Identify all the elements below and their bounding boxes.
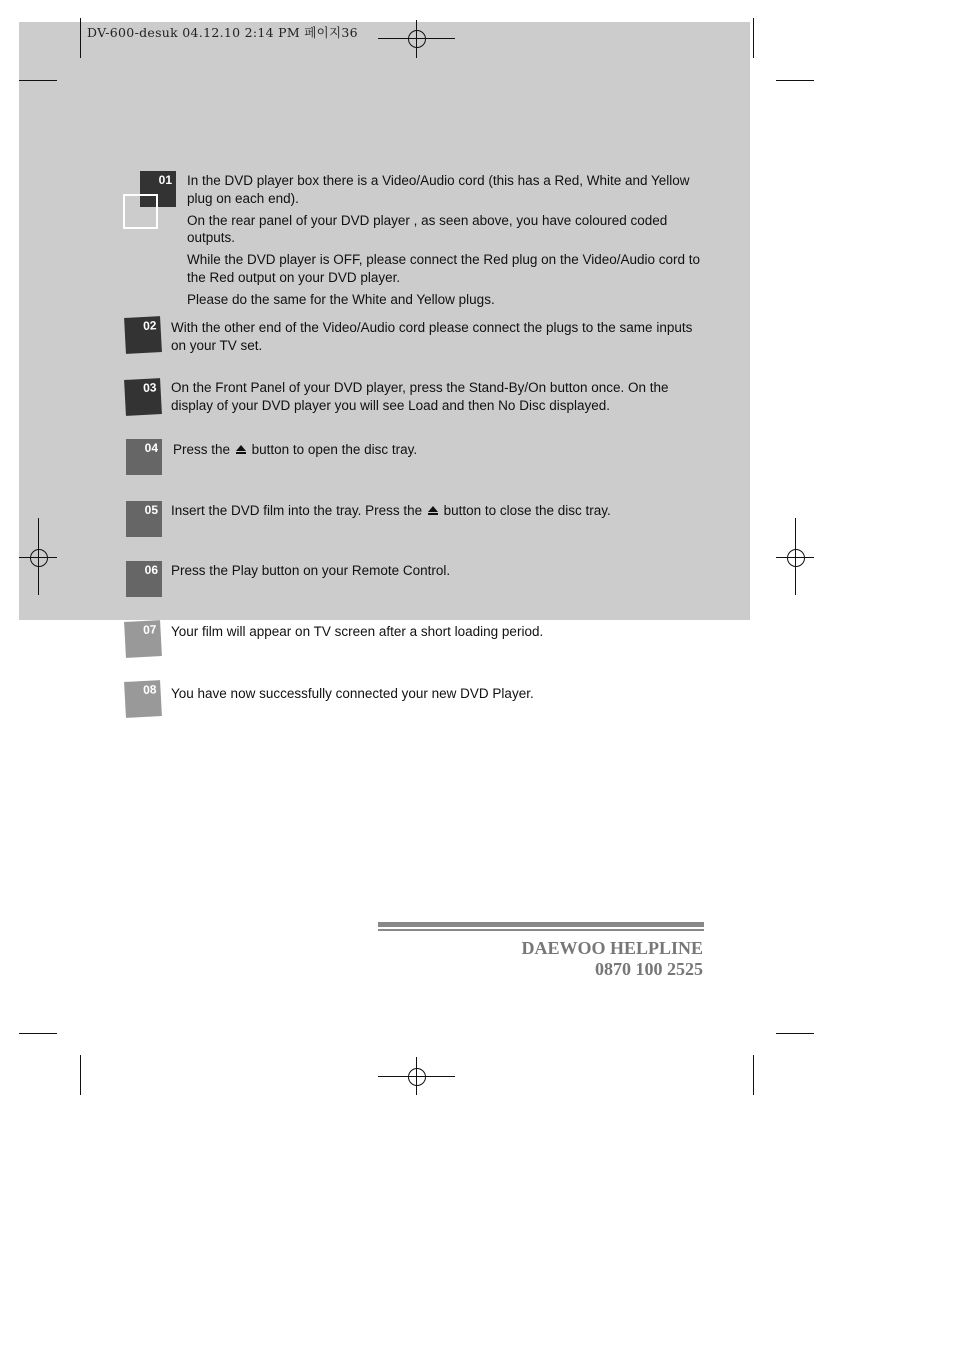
crop-mark-top-right-horizontal (776, 80, 814, 81)
step-04-text-before: Press the (173, 442, 231, 457)
step-01-paragraph: While the DVD player is OFF, please connect the Red plug on the Video/Audio cord to the Red output on your DVD player. (187, 252, 701, 285)
crop-mark-bottom-right-horizontal (776, 1033, 814, 1034)
step-05-text-after: button to close the disc tray. (443, 503, 611, 518)
step-01-paragraph: In the DVD player box there is a Video/Audio cord (this has a Red, White and Yellow plug on each end). (187, 173, 690, 206)
crop-mark-top-left-horizontal (19, 80, 57, 81)
step-number-badge-06: 06 (126, 561, 162, 597)
step-number-badge-02: 02 (124, 316, 162, 354)
helpline-number: 0870 100 2525 (595, 959, 703, 979)
step-01-text (187, 172, 707, 313)
crop-mark-top-right-vertical (753, 18, 754, 58)
helpline-title: DAEWOO HELPLINE (521, 938, 703, 958)
step-05-text (171, 502, 711, 520)
step-number-badge-04: 04 (126, 439, 162, 475)
eject-icon (236, 445, 246, 455)
step-04-text (173, 441, 713, 459)
crop-mark-top-left-vertical (80, 18, 81, 58)
step-01-outline-square (123, 194, 158, 229)
step-04-text-after: button to open the disc tray. (251, 442, 418, 457)
crop-mark-bottom-left-horizontal (19, 1033, 57, 1034)
step-07-text: Your film will appear on TV screen after a short loading period. (171, 624, 544, 639)
step-number-badge-07: 07 (124, 620, 162, 658)
eject-icon (428, 506, 438, 516)
print-slug: DV-600-desuk 04.12.10 2:14 PM 페이지36 (87, 25, 358, 40)
step-05-text-before: Insert the DVD film into the tray. Press the (171, 503, 423, 518)
step-06-text: Press the Play button on your Remote Control. (171, 563, 451, 578)
step-number-badge-01: 01 (140, 171, 176, 207)
helpline-block (521, 938, 703, 980)
step-number-badge-08: 08 (124, 680, 162, 718)
step-01-paragraph: Please do the same for the White and Yellow plugs. (187, 291, 495, 307)
step-number-badge-03: 03 (124, 378, 162, 416)
step-08-text: You have now successfully connected your new DVD Player. (171, 686, 534, 701)
footer-rule-thick (378, 922, 704, 927)
footer-rule-thin (378, 929, 704, 931)
step-01-paragraph: On the rear panel of your DVD player , as seen above, you have coloured coded outputs. (187, 212, 668, 245)
crop-mark-bottom-right-vertical (753, 1055, 754, 1095)
step-02-text: With the other end of the Video/Audio cord please connect the plugs to the same inputs on your TV set. (171, 320, 693, 353)
step-number-badge-05: 05 (126, 501, 162, 537)
crop-mark-bottom-left-vertical (80, 1055, 81, 1095)
step-03-text: On the Front Panel of your DVD player, press the Stand-By/On button once. On the display of your DVD player you will see Load and then No Disc displayed. (171, 380, 669, 413)
